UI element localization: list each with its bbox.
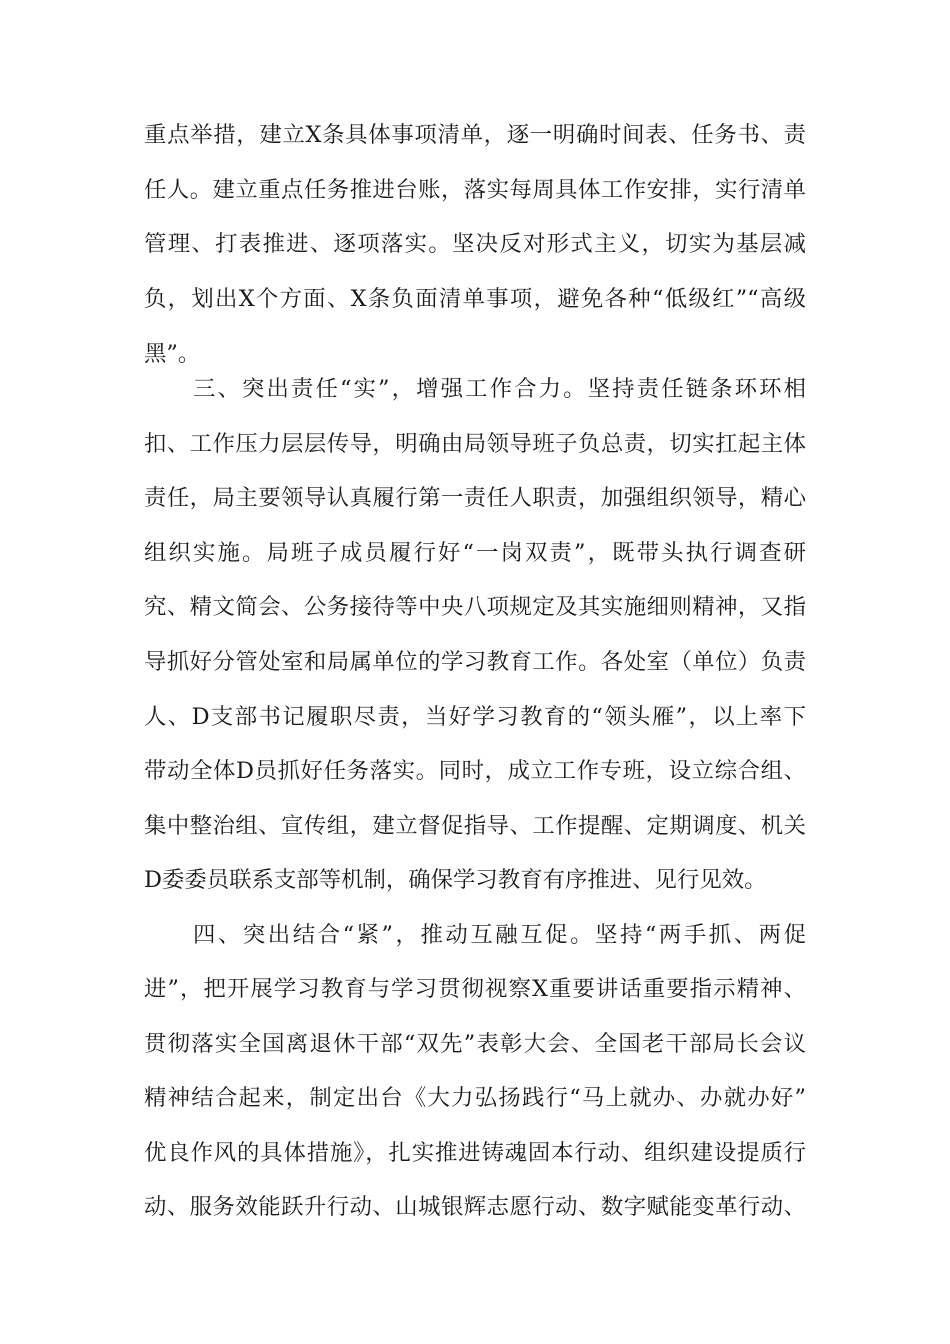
text-line: 重点举措，建立X条具体事项清单，逐一明确时间表、任务书、责 [144, 122, 806, 148]
text-line: 进”，把开展学习教育与学习贯彻视察X重要讲话重要指示精神、 [144, 976, 806, 1002]
text-line: 扣、工作压力层层传导，明确由局领导班子负总责，切实扛起主体 [144, 431, 806, 457]
text-line: 导抓好分管处室和局属单位的学习教育工作。各处室（单位）负责 [144, 649, 806, 675]
text-line: 任人。建立重点任务推进台账，落实每周具体工作安排，实行清单 [144, 177, 806, 203]
text-line: 人、D支部书记履职尽责，当好学习教育的“领头雁”，以上率下 [144, 704, 806, 730]
text-line: 究、精文简会、公务接待等中央八项规定及其实施细则精神，又指 [144, 594, 806, 620]
text-line: 黑”。 [144, 341, 201, 367]
text-line: 责任，局主要领导认真履行第一责任人职责，加强组织领导，精心 [144, 485, 806, 511]
text-line: 负，划出X个方面、X条负面清单事项，避免各种“低级红”“高级 [144, 286, 806, 312]
text-line: D委委员联系支部等机制，确保学习教育有序推进、见行见效。 [144, 867, 767, 893]
text-line: 管理、打表推进、逐项落实。坚决反对形式主义，切实为基层减 [144, 231, 806, 257]
text-line: 精神结合起来，制定出台《大力弘扬践行“马上就办、办就办好” [144, 1085, 806, 1111]
text-line: 集中整治组、宣传组，建立督促指导、工作提醒、定期调度、机关 [144, 813, 806, 839]
text-line: 组织实施。局班子成员履行好“一岗双责”，既带头执行调查研 [144, 540, 806, 566]
paragraph-heading-line: 三、突出责任“实”，增强工作合力。坚持责任链条环环相 [193, 376, 806, 402]
text-line: 带动全体D员抓好任务落实。同时，成立工作专班，设立综合组、 [144, 758, 806, 784]
text-line: 优良作风的具体措施》，扎实推进铸魂固本行动、组织建设提质行 [144, 1140, 806, 1166]
paragraph-heading-line: 四、突出结合“紧”，推动互融互促。坚持“两手抓、两促 [193, 922, 806, 948]
text-line: 贯彻落实全国离退休干部“双先”表彰大会、全国老干部局长会议 [144, 1031, 806, 1057]
text-line: 动、服务效能跃升行动、山城银辉志愿行动、数字赋能变革行动、 [144, 1194, 806, 1220]
